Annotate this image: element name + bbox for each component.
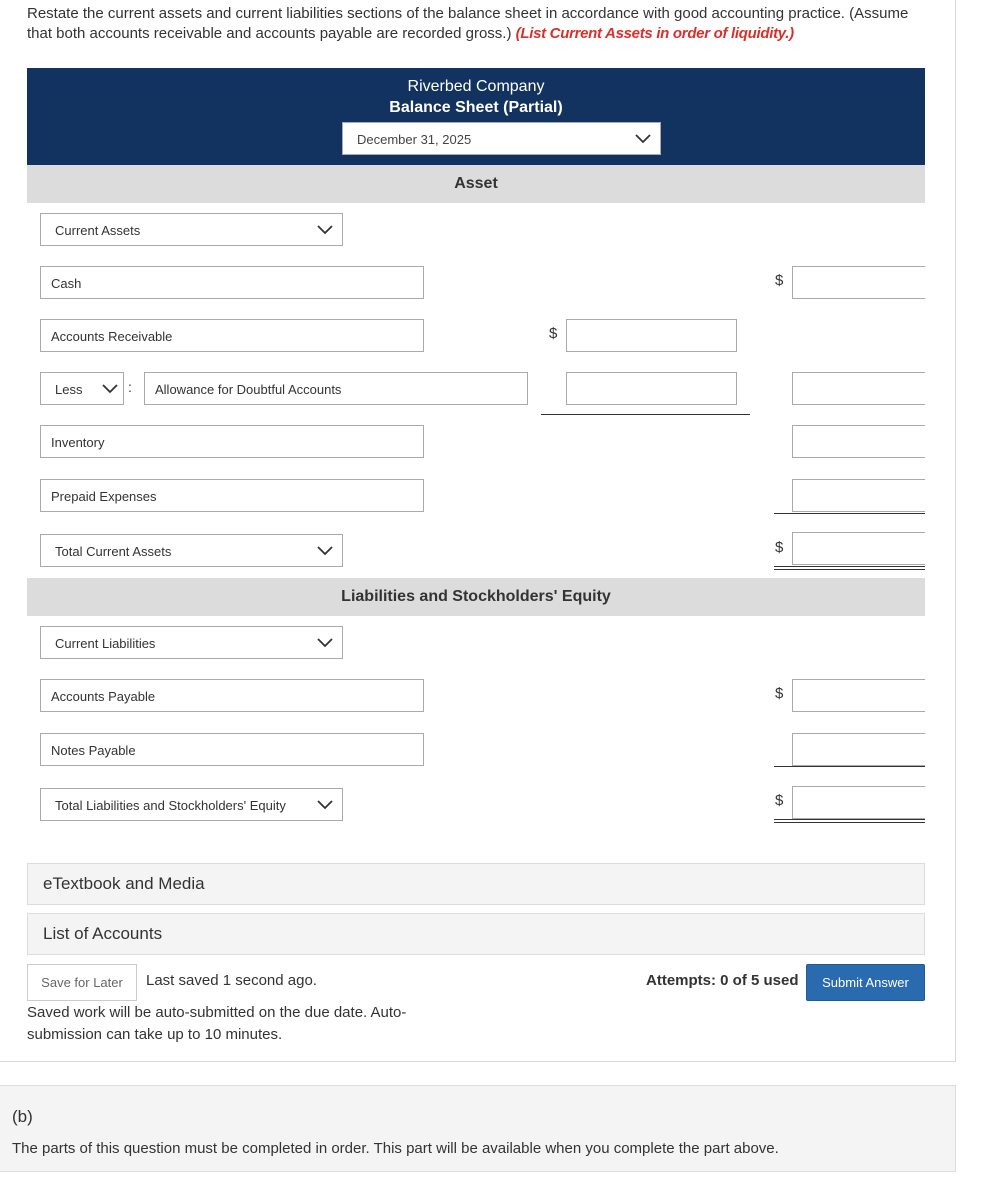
total-liabilities-amount-input[interactable] bbox=[792, 786, 925, 819]
etextbook-link[interactable]: eTextbook and Media bbox=[27, 863, 925, 905]
chevron-down-icon bbox=[634, 130, 652, 148]
last-saved-status: Last saved 1 second ago. bbox=[146, 972, 317, 989]
chevron-down-icon bbox=[316, 634, 334, 652]
notes-payable-amount-input[interactable] bbox=[792, 733, 925, 766]
date-select-value: December 31, 2025 bbox=[357, 132, 472, 147]
subtotal-underline bbox=[774, 766, 925, 767]
subtotal-underline bbox=[774, 513, 925, 514]
allowance-account-input[interactable]: Allowance for Doubtful Accounts bbox=[144, 372, 528, 405]
part-b-message: The parts of this question must be completed in order. This part will be available when you complete the part above. bbox=[12, 1140, 779, 1157]
submit-answer-button[interactable]: Submit Answer bbox=[806, 964, 925, 1001]
save-for-later-button[interactable]: Save for Later bbox=[27, 964, 137, 1001]
less-select[interactable] bbox=[40, 372, 124, 405]
less-select-value: Less bbox=[55, 382, 83, 397]
cash-amount-input[interactable] bbox=[792, 266, 925, 299]
chevron-down-icon bbox=[316, 542, 334, 560]
total-double-underline bbox=[774, 819, 925, 823]
auto-submit-message: Saved work will be auto-submitted on the due date. Auto-submission can take up to 10 minutes. bbox=[27, 1004, 407, 1043]
accounts-payable-amount-input[interactable] bbox=[792, 679, 925, 712]
section-asset: Asset bbox=[27, 165, 925, 203]
part-b-panel bbox=[0, 1085, 956, 1172]
total-current-assets-select-value: Total Current Assets bbox=[55, 544, 172, 559]
company-name: Riverbed Company bbox=[407, 78, 545, 95]
current-assets-select-value: Current Assets bbox=[55, 223, 141, 238]
total-liabilities-select-value: Total Liabilities and Stockholders' Equity bbox=[55, 798, 286, 813]
prepaid-expenses-amount-input[interactable] bbox=[792, 479, 925, 512]
current-assets-select[interactable] bbox=[40, 213, 343, 246]
cash-account-input[interactable]: Cash bbox=[40, 266, 424, 299]
current-liabilities-select-value: Current Liabilities bbox=[55, 636, 156, 651]
total-current-assets-select[interactable] bbox=[40, 534, 343, 567]
section-liabilities: Liabilities and Stockholders' Equity bbox=[27, 578, 925, 616]
attempts-counter: Attempts: 0 of 5 used bbox=[646, 972, 799, 989]
part-b-label: (b) bbox=[12, 1107, 33, 1126]
instructions-emphasis: (List Current Assets in order of liquidity.) bbox=[515, 25, 794, 42]
chevron-down-icon bbox=[101, 380, 119, 398]
currency-symbol: $ bbox=[775, 539, 784, 556]
currency-symbol: $ bbox=[775, 685, 784, 702]
currency-symbol: $ bbox=[549, 325, 558, 342]
allowance-amount-input[interactable] bbox=[566, 372, 737, 405]
total-current-assets-amount-input[interactable] bbox=[792, 532, 925, 565]
currency-symbol: $ bbox=[775, 272, 784, 289]
net-receivable-amount-input[interactable] bbox=[792, 372, 925, 405]
date-select[interactable] bbox=[342, 122, 661, 155]
instructions-text: Restate the current assets and current liabilities sections of the balance sheet in accordance with good accounting practice. (Assume that both accounts receivable and accounts payable are recorded gross.) bbox=[27, 5, 909, 42]
currency-symbol: $ bbox=[775, 792, 784, 809]
colon-separator: : bbox=[128, 379, 132, 395]
accounts-payable-account-input[interactable]: Accounts Payable bbox=[40, 679, 424, 712]
accounts-receivable-amount-input[interactable] bbox=[566, 319, 737, 352]
prepaid-expenses-account-input[interactable]: Prepaid Expenses bbox=[40, 479, 424, 512]
notes-payable-account-input[interactable]: Notes Payable bbox=[40, 733, 424, 766]
total-double-underline bbox=[774, 566, 925, 570]
list-of-accounts-link[interactable]: List of Accounts bbox=[27, 913, 925, 955]
inventory-account-input[interactable]: Inventory bbox=[40, 425, 424, 458]
instructions bbox=[27, 4, 927, 44]
subtotal-underline bbox=[541, 414, 750, 415]
total-liabilities-select[interactable] bbox=[40, 788, 343, 821]
statement-title: Balance Sheet (Partial) bbox=[389, 99, 563, 116]
inventory-amount-input[interactable] bbox=[792, 425, 925, 458]
accounts-receivable-account-input[interactable]: Accounts Receivable bbox=[40, 319, 424, 352]
current-liabilities-select[interactable] bbox=[40, 626, 343, 659]
chevron-down-icon bbox=[316, 796, 334, 814]
chevron-down-icon bbox=[316, 221, 334, 239]
